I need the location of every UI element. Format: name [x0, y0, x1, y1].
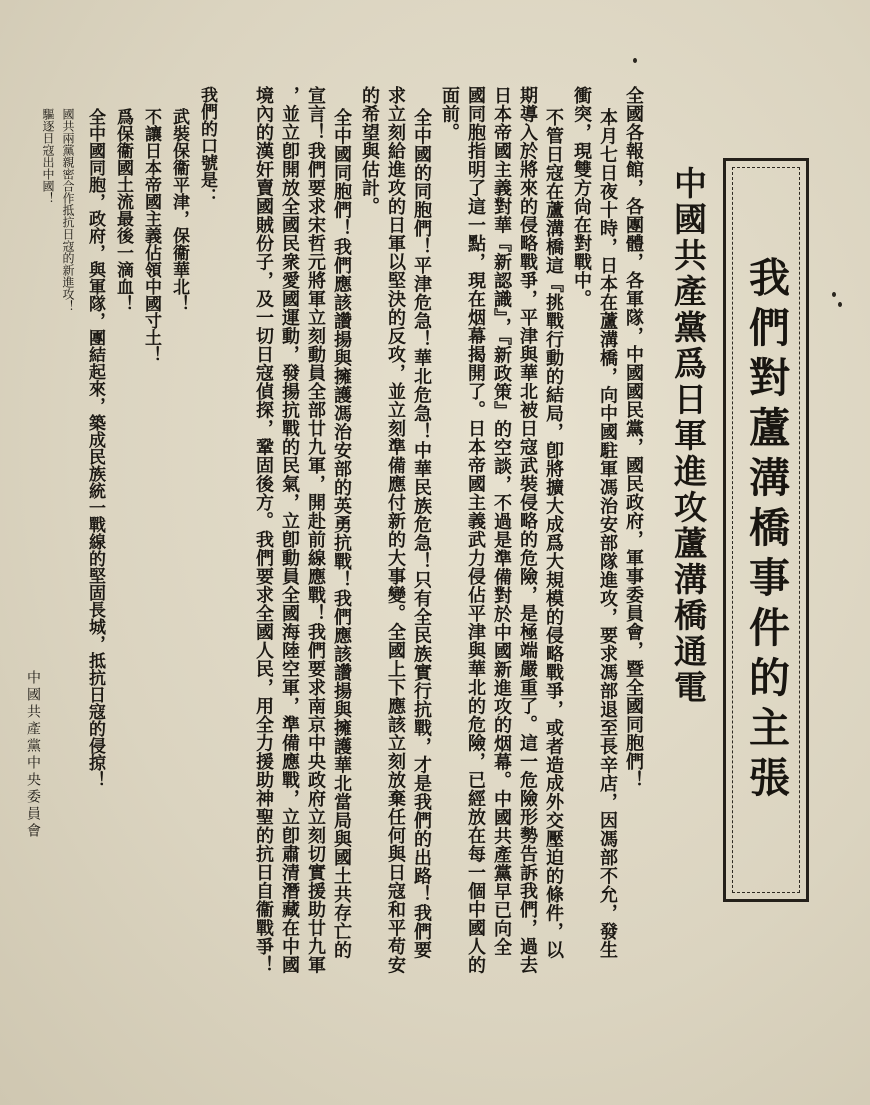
- ink-speck: [832, 292, 836, 297]
- document-title: 中國共產黨爲日軍進攻蘆溝橋通電: [669, 166, 708, 706]
- body-line: 的希望與估計。: [359, 86, 380, 216]
- slogans-label: 我們的口號是：: [197, 86, 217, 205]
- body-line: 全國各報館，各團體，各軍隊，中國國民黨，國民政府，軍事委員會，暨全國同胞們！: [623, 86, 644, 789]
- body-line: 國同胞指明了這一點，現在烟幕揭開了。日本帝國主義武力侵佔平津與華北的危險，已經放在每一個中國人的: [465, 86, 486, 974]
- body-line: 不管日寇在蘆溝橋這『挑戰行動的結局，卽將擴大成爲大規模的侵略戰爭，或者造成外交壓迫的條件，以: [543, 108, 564, 959]
- ink-speck: [838, 302, 842, 307]
- body-line: 期導入於將來的侵略戰爭，平津與華北被日寇武裝侵略的危險，是極端嚴重了。這一危險形勢告訴我們，過去: [517, 86, 538, 974]
- slogan-item: 國共兩黨親密合作抵抗日寇的新進攻！: [61, 108, 75, 312]
- body-line: 日本帝國主義對華『新認識』，『新政策』的空談，不過是準備對於中國新進攻的烟幕。中國共產黨早已向全: [491, 86, 512, 956]
- body-line: 衝突，現雙方尙在對戰中。: [571, 86, 592, 308]
- signature: 中國共產黨中央委員會: [25, 670, 41, 840]
- body-line: 全中國同胞們！我們應該讚揚與擁護馮治安部的英勇抗戰！我們應該讚揚與擁護華北當局與國土共存亡的: [331, 108, 352, 959]
- ink-speck: [633, 58, 637, 63]
- headline: 我們對蘆溝橋事件的主張: [742, 256, 790, 806]
- slogan-item: 爲保衞國土流最後一滴血！: [113, 108, 133, 312]
- slogan-item: 不讓日本帝國主義佔領中國寸土！: [141, 108, 161, 363]
- body-line: 本月七日夜十時，日本在蘆溝橋，向中國駐軍馮治安部隊進攻，要求馮部退至長辛店，因馮部不允，發生: [597, 108, 618, 959]
- slogan-item: 驅逐日寇出中國！: [41, 108, 55, 204]
- body-line: 面前。: [439, 86, 460, 142]
- body-line: 境內的漢奸賣國賊份子，及一切日寇偵探，鞏固後方。我們要求全國人民，用全力援助神聖的抗日自衞戰爭！: [253, 86, 274, 974]
- slogan-item: 武裝保衞平津，保衞華北！: [169, 108, 189, 312]
- headline-frame: [723, 158, 809, 902]
- body-line: 全中國的同胞們！平津危急！華北危急！中華民族危急！只有全民族實行抗戰，才是我們的出路！我們要: [411, 108, 432, 959]
- body-line: 宣言！我們要求宋哲元將軍立刻動員全部廿九軍，開赴前線應戰！我們要求南京中央政府立刻切實援助廿九軍: [305, 86, 326, 974]
- body-line: 求立刻給進攻的日軍以堅決的反攻，並立刻準備應付新的大事變。全國上下應該立刻放棄任何與日寇和平苟安: [385, 86, 406, 974]
- slogan-item: 全中國同胞，政府，與軍隊，團結起來，築成民族統一戰線的堅固長城，抵抗日寇的侵掠！: [85, 108, 105, 788]
- body-line: ，並立卽開放全國民衆愛國運動，發揚抗戰的民氣，立卽動員全國海陸空軍，準備應戰，立卽肅清潛藏在中國: [279, 86, 300, 974]
